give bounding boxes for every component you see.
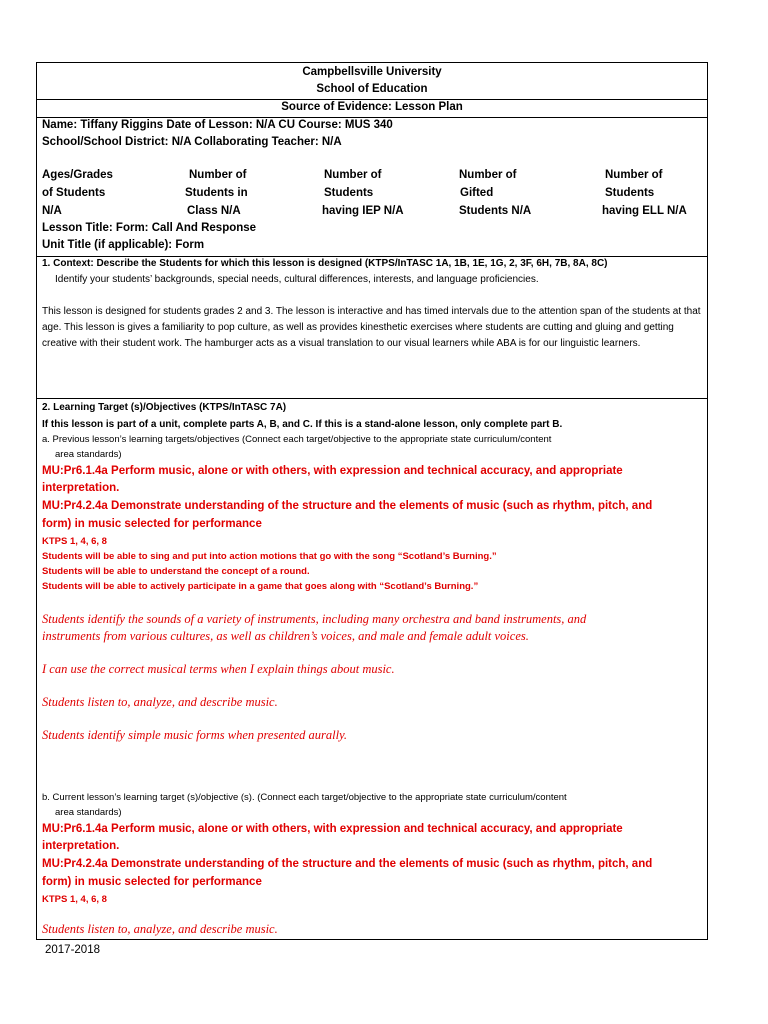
source-title: Source of Evidence: Lesson Plan <box>281 101 463 113</box>
lesson-title: Lesson Title: Form: Call And Response <box>42 222 257 234</box>
demo-col4-line1: Number of <box>459 169 517 181</box>
part-b-heading-cont: area standards) <box>55 807 122 818</box>
standard-pr6: MU:Pr6.1.4a Perform music, alone or with others, with expression and technical accuracy, and appropriate <box>42 465 623 477</box>
university-title: Campbellsville University <box>302 66 442 78</box>
demo-col3-line2: Students <box>324 187 374 199</box>
demo-col5-line2: Students <box>605 187 655 199</box>
demo-col2-line1: Number of <box>189 169 247 181</box>
b-italic-objective: Students listen to, analyze, and describe music. <box>42 922 278 936</box>
standard-pr4-cont: form) in music selected for performance <box>42 518 262 530</box>
ktps-list: KTPS 1, 4, 6, 8 <box>42 536 107 547</box>
b-standard-pr6: MU:Pr6.1.4a Perform music, alone or with others, with expression and technical accuracy, and appropriate <box>42 823 623 835</box>
divider <box>37 117 707 118</box>
b-standard-pr4-cont: form) in music selected for performance <box>42 876 262 888</box>
demo-col1-line1: Ages/Grades <box>42 169 113 181</box>
divider <box>37 256 707 257</box>
context-heading: 1. Context: Describe the Students for which this lesson is designed (KTPS/InTASC 1A, 1B, 1E, 1G, 2, 3F, 6H, 7B, 8A, 8C) <box>42 258 608 269</box>
context-body: This lesson is designed for students grades 2 and 3. The lesson is interactive and has timed intervals due to the attention span of the students at that age. This lesson is gives a familiarity to pop culture, as well as provides kinesthetic exercises where students are cutting and gluing and getting creative with their student work. The hamburger acts as a visual translation to our visual learners while ABA is for our linguistic learners. <box>42 306 701 349</box>
targets-heading: 2. Learning Target (s)/Objectives (KTPS/InTASC 7A) <box>42 402 287 413</box>
italic-objective-2: I can use the correct musical terms when I explain things about music. <box>42 662 395 676</box>
part-a-heading: a. Previous lesson’s learning targets/objectives (Connect each target/objective to the appropriate state curriculum/content <box>42 434 552 445</box>
demo-col4-line3: Students N/A <box>459 205 532 217</box>
targets-instruction: If this lesson is part of a unit, complete parts A, B, and C. If this is a stand-alone lesson, only complete part B. <box>42 419 563 430</box>
part-a-heading-cont: area standards) <box>55 449 122 460</box>
footer-year: 2017-2018 <box>45 944 100 956</box>
objective-2: Students will be able to understand the concept of a round. <box>42 566 310 577</box>
objective-1: Students will be able to sing and put into action motions that go with the song “Scotland’s Burning.” <box>42 551 497 562</box>
name-line: Name: Tiffany Riggins Date of Lesson: N/A CU Course: MUS 340 <box>42 119 393 131</box>
b-standard-pr4: MU:Pr4.2.4a Demonstrate understanding of the structure and the elements of music (such as rhythm, pitch, and <box>42 858 653 870</box>
italic-objective-1-cont: instruments from various cultures, as well as children’s voices, and male and female adult voices. <box>42 629 529 643</box>
demo-col2-line3: Class N/A <box>187 205 241 217</box>
b-ktps-list: KTPS 1, 4, 6, 8 <box>42 894 107 905</box>
demo-col4-line2: Gifted <box>460 187 494 199</box>
italic-objective-4: Students identify simple music forms when presented aurally. <box>42 728 348 742</box>
unit-title: Unit Title (if applicable): Form <box>42 239 205 251</box>
lesson-plan-form <box>36 62 708 940</box>
school-title: School of Education <box>316 83 428 95</box>
italic-objective-3: Students listen to, analyze, and describe music. <box>42 695 278 709</box>
divider <box>37 398 707 399</box>
demo-col5-line1: Number of <box>605 169 663 181</box>
part-b-heading: b. Current lesson’s learning target (s)/objective (s). (Connect each target/objective to the appropriate state curriculum/content <box>42 792 567 803</box>
b-standard-pr6-cont: interpretation. <box>42 840 120 852</box>
standard-pr6-cont: interpretation. <box>42 482 120 494</box>
context-subheading: Identify your students’ backgrounds, special needs, cultural differences, interests, and language proficiencies. <box>55 274 539 285</box>
standard-pr4: MU:Pr4.2.4a Demonstrate understanding of the structure and the elements of music (such as rhythm, pitch, and <box>42 500 653 512</box>
demo-col2-line2: Students in <box>185 187 248 199</box>
objective-3: Students will be able to actively participate in a game that goes along with “Scotland’s Burning.” <box>42 581 479 592</box>
demo-col3-line1: Number of <box>324 169 382 181</box>
demo-col1-line3: N/A <box>42 205 62 217</box>
demo-col1-line2: of Students <box>42 187 106 199</box>
italic-objective-1: Students identify the sounds of a variety of instruments, including many orchestra and band instruments, and <box>42 612 587 626</box>
district-line: School/School District: N/A Collaborating Teacher: N/A <box>42 136 342 148</box>
demo-col3-line3: having IEP N/A <box>322 205 404 217</box>
divider <box>37 99 707 100</box>
demo-col5-line3: having ELL N/A <box>602 205 687 217</box>
